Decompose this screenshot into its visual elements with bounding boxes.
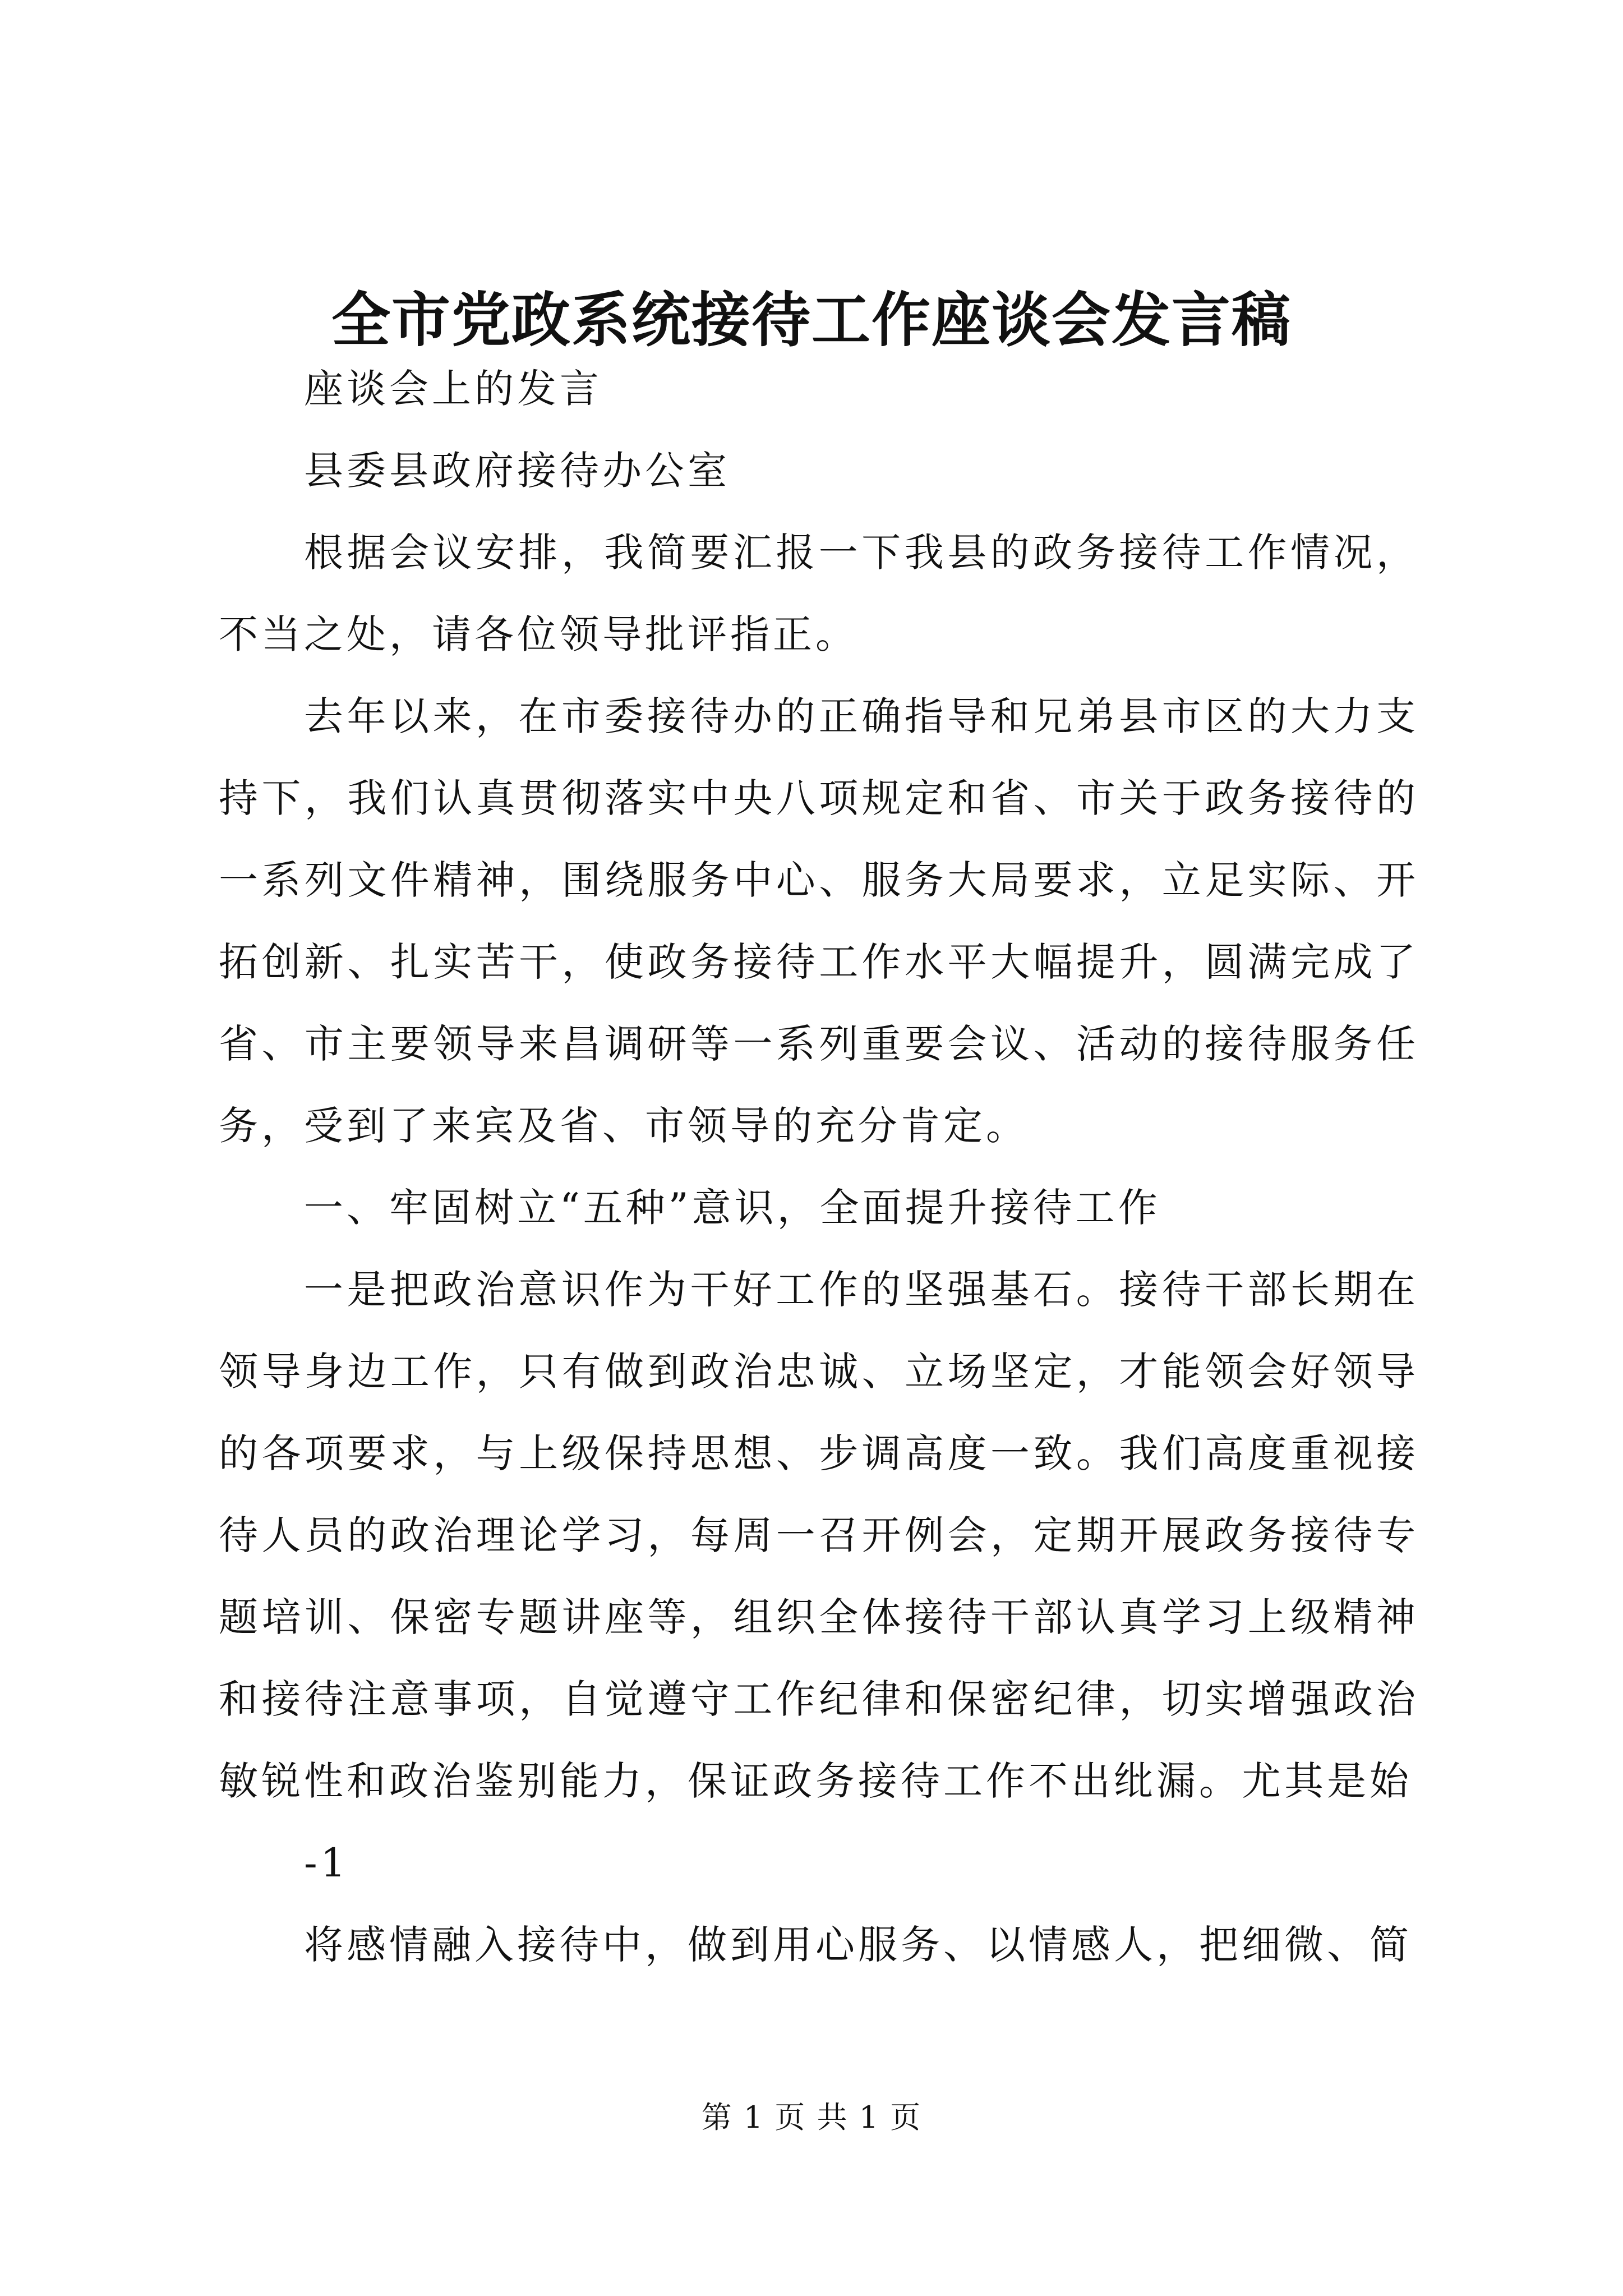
document-body [219, 348, 1419, 1986]
paragraph-continuation: 将感情融入接待中，做到用心服务、以情感人，把细微、简 [304, 1922, 1412, 1968]
page-footer: 第 1 页 共 1 页 [701, 2100, 922, 2135]
paragraph-intro: 根据会议安排，我简要汇报一下我县的政务接待工作情况，不当之处，请各位领导批评指正。 [219, 530, 1419, 657]
paragraph-overview: 去年以来，在市委接待办的正确指导和兄弟县市区的大力支持下，我们认真贯彻落实中央八项规定和省、市关于政务接待的一系列文件精神，围绕服务中心、服务大局要求，立足实际、开拓创新、扎实苦干，使政务接待工作水平大幅提升，圆满完成了省、市主要领导来昌调研等一系列重要会议、活动的接待服务任务，受到了来宾及省、市领导的充分肯定。 [219, 693, 1419, 1149]
document-title: 全市党政系统接待工作座谈会发言稿 [331, 285, 1292, 355]
page-marker: -1 [304, 1840, 349, 1886]
paragraph-subtitle: 座谈会上的发言 [304, 366, 602, 412]
paragraph-political-awareness: 一是把政治意识作为干好工作的坚强基石。接待干部长期在领导身边工作，只有做到政治忠诚、立场坚定，才能领会好领导的各项要求，与上级保持思想、步调高度一致。我们高度重视接待人员的政治理论学习，每周一召开例会，定期开展政务接待专题培训、保密专题讲座等，组织全体接待干部认真学习上级精神和接待注意事项，自觉遵守工作纪律和保密纪律，切实增强政治敏锐性和政治鉴别能力，保证政务接待工作不出纰漏。尤其是始 [219, 1267, 1419, 1804]
section-heading: 一、牢固树立“五种”意识，全面提升接待工作 [304, 1185, 1161, 1231]
paragraph-office: 县委县政府接待办公室 [304, 448, 730, 494]
